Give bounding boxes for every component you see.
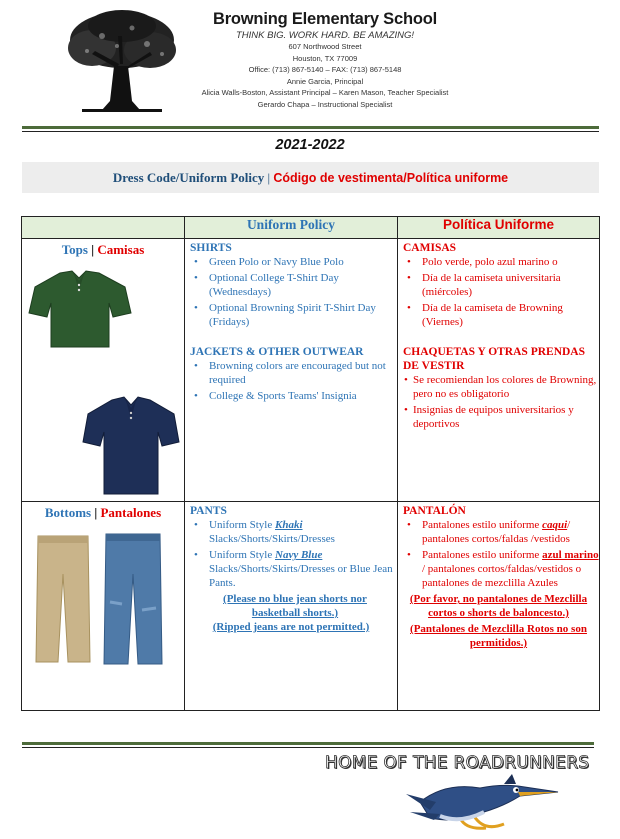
bottoms-label <box>22 505 184 521</box>
footer-rule-green <box>22 742 594 745</box>
list-item: • Green Polo or Navy Blue Polo <box>190 255 397 269</box>
principal-line: Annie Garcia, Principal <box>286 76 364 86</box>
header-category <box>22 217 185 239</box>
list-item: • Polo verde, polo azul marino o <box>403 255 599 269</box>
list-item: • College & Sports Teams' Insignia <box>190 389 397 403</box>
no-ripped-note-es: (Pantalones de Mezclilla Rotos no son permitidos.) <box>410 623 587 649</box>
green-polo-image <box>27 269 132 349</box>
list-item: • Pantalones estilo uniforme azul marino / pantalones cortos/faldas/vestidos o pantalones de mezclilla Azules <box>403 548 599 590</box>
school-motto: THINK BIG. WORK HARD. BE AMAZING! <box>235 30 415 41</box>
roadrunner-mascot-image <box>400 772 560 834</box>
pants-title: PANTS <box>190 505 227 517</box>
tops-spanish-cell <box>398 239 600 502</box>
navy-polo-image <box>82 394 180 499</box>
school-name: Browning Elementary School <box>212 10 437 28</box>
list-item: • Se recomiendan los colores de Browning, pero no es obligatorio <box>403 373 599 401</box>
banner-spanish: Código de vestimenta/Política uniforme <box>273 171 509 185</box>
school-tree-logo <box>62 6 180 116</box>
bottoms-spanish-cell <box>398 502 600 711</box>
uniform-policy-table <box>21 216 600 711</box>
address-street: 607 Northwood Street <box>288 42 362 51</box>
list-item: • Uniform Style Navy Blue Slacks/Shorts/Skirts/Dresses or Blue Jean Pants. <box>190 548 397 590</box>
list-item: • Insignias de equipos universitarios y deportivos <box>403 403 599 431</box>
school-header <box>185 10 465 110</box>
pantalon-title: PANTALÓN <box>403 505 466 517</box>
phone-line: Office: (713) 867-5140 – FAX: (713) 867-5148 <box>248 65 402 74</box>
camisas-title: CAMISAS <box>403 242 457 254</box>
camisas-list <box>398 255 599 329</box>
chaquetas-title: CHAQUETAS Y OTRAS PRENDAS DE VESTIR <box>403 346 586 372</box>
tops-label-sep: | <box>91 242 95 257</box>
tops-english-cell <box>185 239 398 502</box>
header-rule-green <box>22 126 599 129</box>
list-item: • Día de la camiseta de Browning (Viernes) <box>403 301 599 329</box>
staff-line: Alicia Walls-Boston, Assistant Principal – Karen Mason, Teacher Specialist <box>201 88 449 97</box>
no-shorts-note: (Please no blue jean shorts nor basketball shorts.) <box>223 593 367 619</box>
policy-banner <box>22 162 599 193</box>
jackets-list <box>185 359 397 403</box>
list-item: • Optional College T-Shirt Day (Wednesdays) <box>190 271 397 299</box>
bottoms-category-cell <box>22 502 185 711</box>
footer-rule-black <box>22 747 594 748</box>
tops-label <box>22 242 184 258</box>
header-uniform-policy: Uniform Policy <box>185 217 398 239</box>
list-item: • Pantalones estilo uniforme caqui/ pantalones cortos/faldas /vestidos <box>403 518 599 546</box>
tops-label-en: Tops <box>61 242 88 257</box>
list-item: • Browning colors are encouraged but not required <box>190 359 397 387</box>
list-item: • Uniform Style Khaki Slacks/Shorts/Skirts/Dresses <box>190 518 397 546</box>
chaquetas-list <box>398 373 599 431</box>
header-rule-black <box>22 131 599 132</box>
pantalon-list <box>398 518 599 590</box>
pants-list <box>185 518 397 590</box>
bottoms-english-cell <box>185 502 398 711</box>
no-ripped-note: (Ripped jeans are not permitted.) <box>212 621 370 633</box>
table-row-bottoms <box>22 502 600 711</box>
shirts-title: SHIRTS <box>190 242 232 254</box>
list-item: • Día de la camiseta universitaria (miércoles) <box>403 271 599 299</box>
jackets-title: JACKETS & OTHER OUTWEAR <box>190 346 364 358</box>
banner-english: Dress Code/Uniform Policy <box>112 170 265 185</box>
specialist-line: Gerardo Chapa – Instructional Specialist <box>257 99 393 109</box>
bottoms-label-es: Pantalones <box>100 505 162 520</box>
blue-jeans-image <box>102 532 164 666</box>
table-row-tops <box>22 239 600 502</box>
banner-separator: | <box>267 170 271 185</box>
address-city: Houston, TX 77009 <box>292 53 358 63</box>
tops-category-cell <box>22 239 185 502</box>
no-shorts-note-es: (Por favor, no pantalones de Mezclilla cortos o shorts de baloncesto.) <box>409 593 588 619</box>
bottoms-label-en: Bottoms <box>44 505 92 520</box>
school-year: 2021-2022 <box>275 137 345 153</box>
tops-label-es: Camisas <box>97 242 145 257</box>
shirts-list <box>185 255 397 329</box>
bottoms-label-sep: | <box>94 505 98 520</box>
header-politica-uniforme: Política Uniforme <box>398 217 600 239</box>
khaki-pants-image <box>34 534 92 664</box>
footer-slogan: HOME OF THE ROADRUNNERS <box>325 753 590 773</box>
list-item: • Optional Browning Spirit T-Shirt Day (Fridays) <box>190 301 397 329</box>
